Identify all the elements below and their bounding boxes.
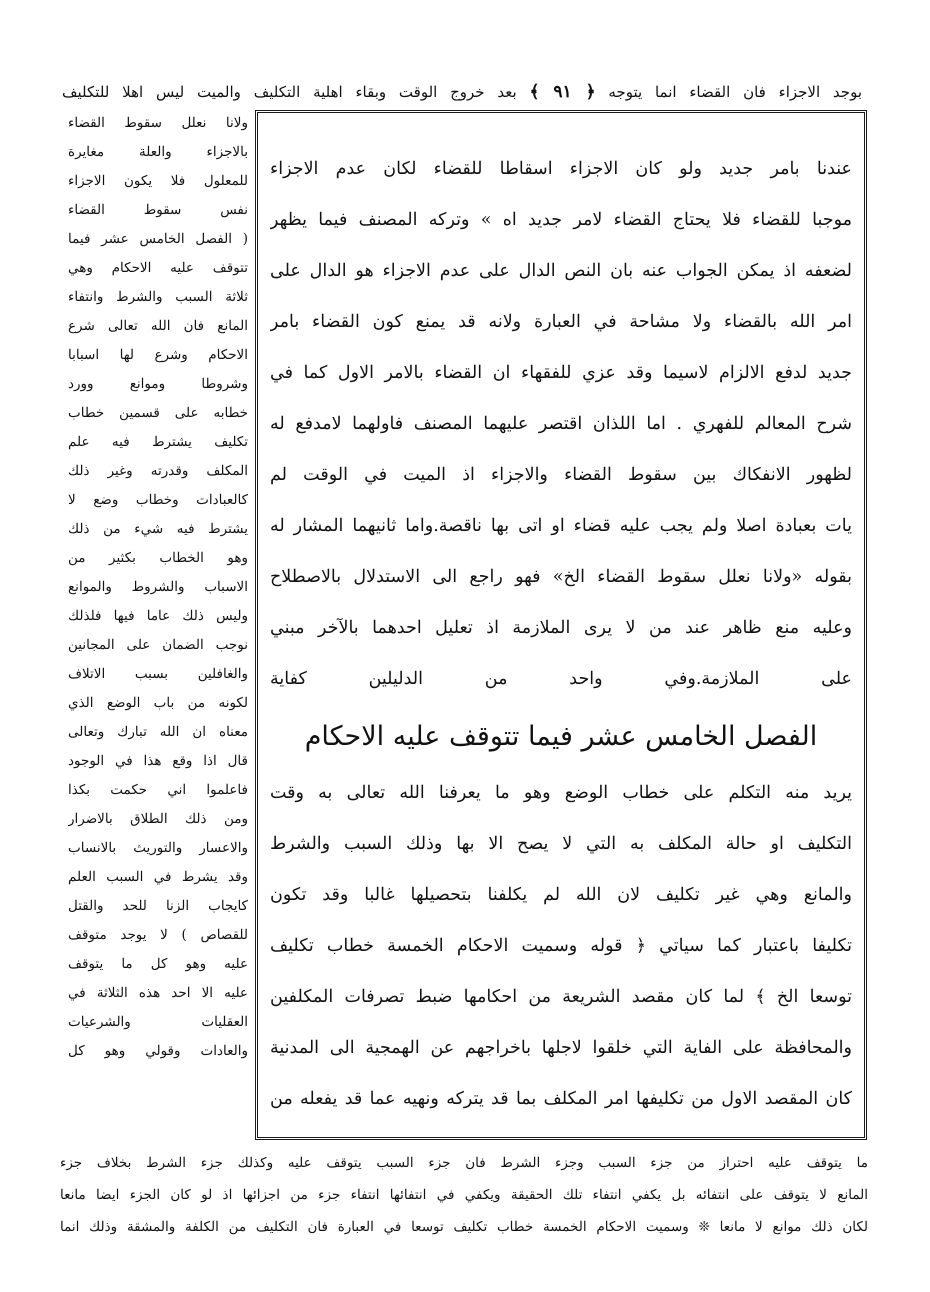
- main-line: يات بعبادة اصلا ولم يجب عليه قضاء او اتى بها ناقصة.واما ثانيهما المشار له: [270, 516, 852, 536]
- footer-line: ما يتوقف عليه احتراز من جزء السبب وجزء الشرط فان جزء السبب يتوقف عليه وكذلك جزء الشرط بخلاف جزء: [60, 1155, 868, 1171]
- margin-line: عليه الا احد هذه الثلاثة في: [68, 985, 248, 1001]
- margin-line: وشروطا وموانع وورد: [68, 376, 248, 392]
- main-line: توسعا الخ ﴾ لما كان مقصد الشريعة من احكامها ضبط تصرفات المكلفين: [270, 987, 852, 1007]
- main-line: شرح المعالم للفهري . اما اللذان اقتصر عليهما المصنف فاولهما لامدفع له: [270, 414, 852, 434]
- footer-line: المانع لا يتوقف على انتفائه بل يكفي انتفاء تلك الحقيقة ويكفي في انتفائها انتفاء جزء من اجزائها اذ لو كان الجزء ايضا مانعا: [60, 1187, 868, 1203]
- main-line: يريد منه التكلم على خطاب الوضع وهو ما يعرفنا الله تعالى به وقت: [270, 783, 852, 803]
- margin-line: الاحكام وشرع لها اسبابا: [68, 347, 248, 363]
- margin-line: كالعبادات وخطاب وضع لا: [68, 492, 248, 508]
- header-right-text: بوجد الاجزاء فان القضاء انما يتوجه: [608, 83, 862, 101]
- footer-line: لكان ذلك موانع لا مانعا ❊ وسميت الاحكام الخمسة خطاب تكليف توسعا في العبارة فان التكليف من الكلفة والمشقة وذلك انما: [60, 1219, 868, 1235]
- margin-line: نفس سقوط القضاء: [68, 202, 248, 218]
- margin-line: تكليف يشترط فيه علم: [68, 434, 248, 450]
- main-line: بقوله «ولانا نعلل سقوط القضاء الخ» فهو راجع الى الاستدلال بالاصطلاح: [270, 567, 852, 587]
- margin-line: ومن ذلك الطلاق بالاضرار: [68, 811, 248, 827]
- header-left-text: بعد خروج الوقت وبقاء اهلية التكليف والميت ليس اهلا للتكليف: [62, 83, 517, 101]
- margin-line: ( الفصل الخامس عشر فيما: [68, 231, 248, 247]
- main-line: لضعفه اذ يمكن الجواب عنه بان النص الدال على عدم الاجزاء هو الدال على: [270, 261, 852, 281]
- margin-line: فاعلموا اني حكمت بكذا: [68, 782, 248, 798]
- main-line: والمانع وهي غير تكليف لان الله لم يكلفنا بتحصيلها غالبا وقد تكون: [270, 885, 852, 905]
- margin-line: وليس ذلك عاما فيها فلذلك: [68, 608, 248, 624]
- margin-line: للقصاص ) لا يوجد متوقف: [68, 927, 248, 943]
- margin-line: لكونه من باب الوضع الذي: [68, 695, 248, 711]
- main-line: كان المقصد الاول من تكليفها امر المكلف بما قد يتركه ونهيه عما قد يفعله من: [270, 1089, 852, 1109]
- main-line: امر الله بالقضاء ولا مشاحة في العبارة ولانه قد يمنع كون القضاء بامر: [270, 312, 852, 332]
- margin-line: والغافلين بسبب الاتلاف: [68, 666, 248, 682]
- margin-line: ولانا نعلل سقوط القضاء: [68, 115, 248, 131]
- margin-line: ثلاثة السبب والشرط وانتفاء: [68, 289, 248, 305]
- margin-line: والاعسار والتوريث بالانساب: [68, 840, 248, 856]
- margin-line: والعادات وقولي وهو كل: [68, 1043, 248, 1059]
- margin-line: عليه وهو كل ما يتوقف: [68, 956, 248, 972]
- main-line: تكليفا باعتبار كما سياتي ﴿ قوله وسميت الاحكام الخمسة خطاب تكليف: [270, 936, 852, 956]
- main-line: عندنا بامر جديد ولو كان الاجزاء اسقاطا للقضاء لكان عدم الاجزاء: [270, 159, 852, 179]
- margin-line: للمعلول فلا يكون الاجزاء: [68, 173, 248, 189]
- margin-line: العقليات والشرعيات: [68, 1014, 248, 1030]
- margin-line: الاسباب والشروط والموانع: [68, 579, 248, 595]
- main-line: لظهور الانفكاك بين سقوط القضاء والاجزاء اذ الميت في الوقت لم: [270, 465, 852, 485]
- main-line: والمحافظة على الفاية التي خلقوا لاجلها باخراجهم عن الهمجية الى المدنية: [270, 1038, 852, 1058]
- running-header: [62, 75, 862, 109]
- margin-line: خطابه على قسمين خطاب: [68, 405, 248, 421]
- section-title: الفصل الخامس عشر فيما تتوقف عليه الاحكام: [304, 721, 818, 752]
- margin-line: وهو الخطاب بكثير من: [68, 550, 248, 566]
- main-line: موجبا للقضاء فلا يحتاج القضاء لامر جديد اه » وتركه المصنف فيما يظهر: [270, 210, 852, 230]
- margin-line: تتوقف عليه الاحكام وهي: [68, 260, 248, 276]
- main-line: التكليف او حالة المكلف به التي لا يصح الا بها وذلك السبب والشرط: [270, 834, 852, 854]
- margin-line: معناه ان الله تبارك وتعالى: [68, 724, 248, 740]
- margin-line: يشترط فيه شيء من ذلك: [68, 521, 248, 537]
- page-number: ﴿ ٩١ ﴾: [529, 82, 596, 102]
- margin-line: كايجاب الزنا للحد والقتل: [68, 898, 248, 914]
- margin-line: وقد يشرط في السبب العلم: [68, 869, 248, 885]
- margin-line: قال اذا وقع هذا في الوجود: [68, 753, 248, 769]
- main-line: جديد لدفع الالزام لاسيما وقد عزي للفقهاء ان القضاء بالامر الاول كما في: [270, 363, 852, 383]
- margin-line: بالاجزاء والعلة مغايرة: [68, 144, 248, 160]
- margin-line: المكلف وقدرته وغير ذلك: [68, 463, 248, 479]
- margin-line: المانع فان الله تعالى شرع: [68, 318, 248, 334]
- main-line: على الملازمة.وفي واحد من الدليلين كفاية: [270, 669, 852, 689]
- main-line: وعليه منع ظاهر عند من لا يرى الملازمة اذ تعليل احدهما بالآخر مبني: [270, 618, 852, 638]
- margin-line: نوجب الضمان على المجانين: [68, 637, 248, 653]
